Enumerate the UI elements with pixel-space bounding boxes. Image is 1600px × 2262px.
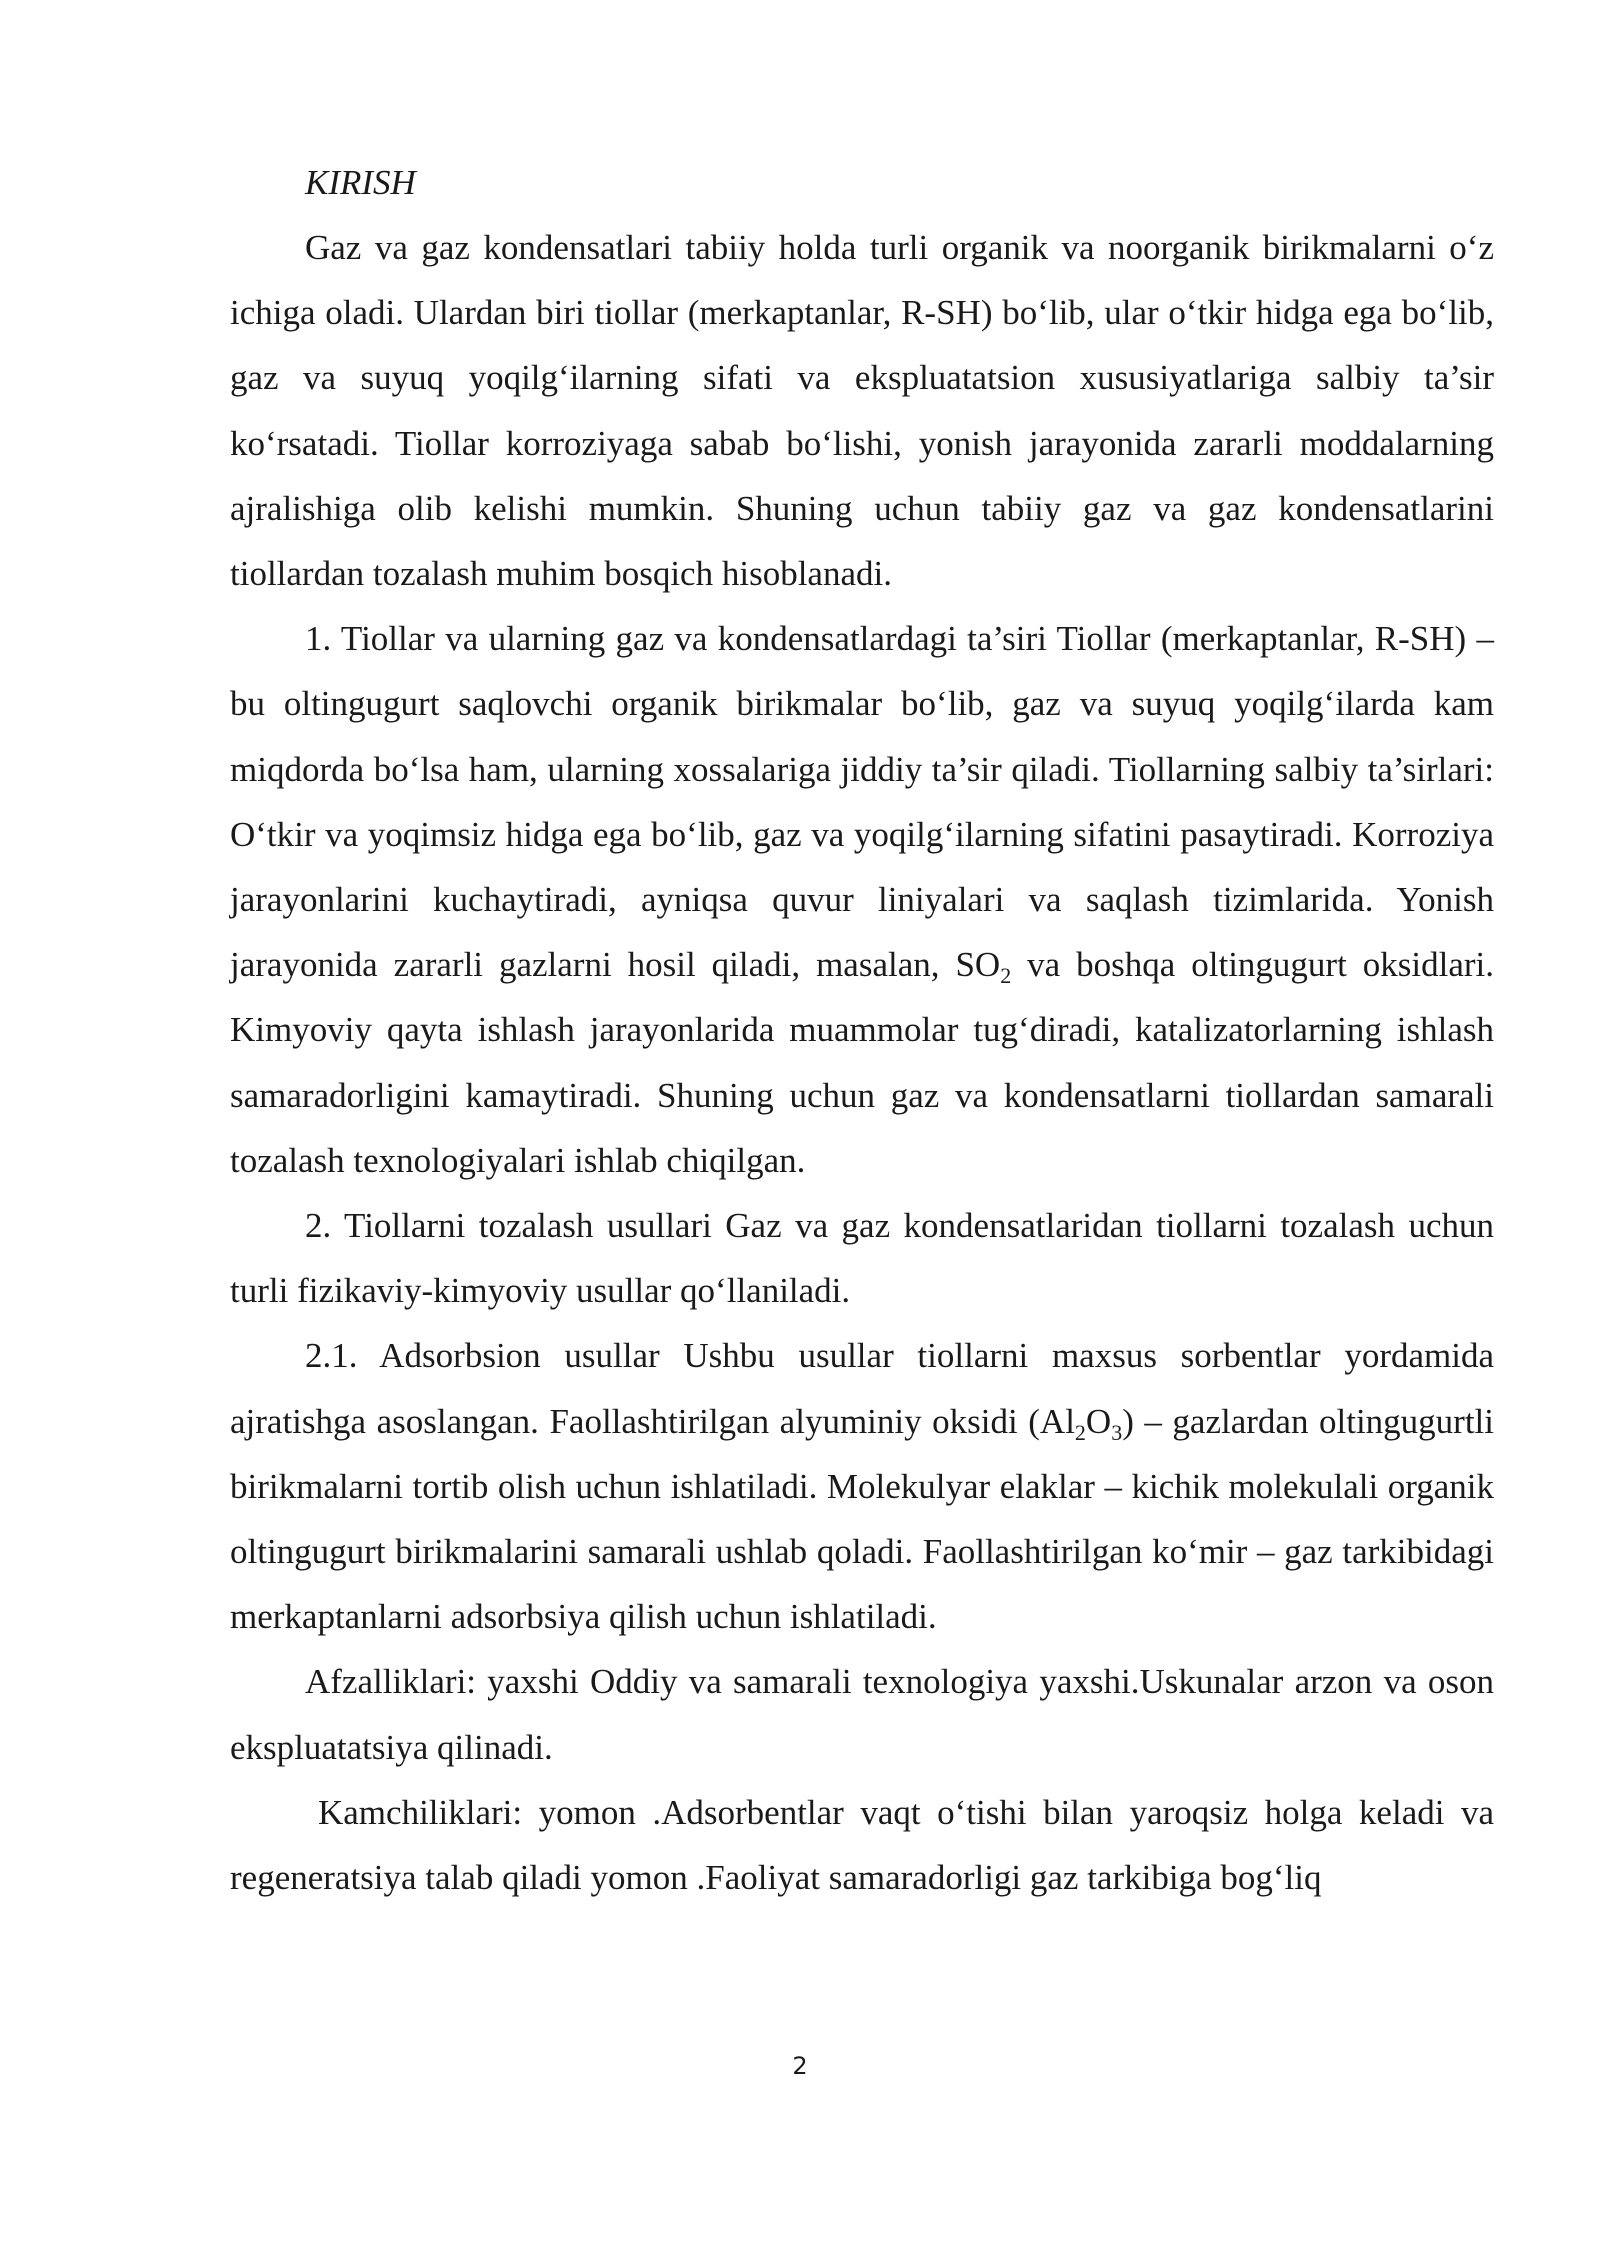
paragraph-text: ) – gazlardan oltingugurtli birikmalarni tortib olish uchun ishlatiladi. Molekulyar elaklar – kichik molekulali organik oltingugurt birikmalarini samarali ushlab qoladi. Faollashtirilgan ko‘mir – gaz tarkibidagi merkaptanlarni adsorbsiya qilish uchun ishlatiladi.	[230, 1401, 1494, 1637]
paragraph-intro: Gaz va gaz kondensatlari tabiiy holda turli organik va noorganik birikmalarni o‘z ichiga oladi. Ulardan biri tiollar (merkaptanlar, R-SH) bo‘lib, ular o‘tkir hidga ega bo‘lib, gaz va suyuq yoqilg‘ilarning sifati va ekspluatatsion xususiyatlariga salbiy ta’sir ko‘rsatadi. Tiollar korroziyaga sabab bo‘lishi, yonish jarayonida zararli moddalarning ajralishiga olib kelishi mumkin. Shuning uchun tabiiy gaz va gaz kondensatlarini tiollardan tozalash muhim bosqich hisoblanadi.	[230, 228, 1494, 594]
paragraph-tozalash-usullari: 2. Tiollarni tozalash usullari Gaz va gaz kondensatlaridan tiollarni tozalash uchun turli fizikaviy-kimyoviy usullar qo‘llaniladi.	[230, 1206, 1494, 1311]
paragraph-text: va boshqa oltingugurt oksidlari. Kimyoviy qayta ishlash jarayonlarida muammolar tug‘diradi, katalizatorlarning ishlash samaradorligini kamaytiradi. Shuning uchun gaz va kondensatlarni tiollardan samarali tozalash texnologiyalari ishlab chiqilgan.	[230, 945, 1494, 1180]
paragraph-kamchiliklari: Kamchiliklari: yomon .Adsorbentlar vaqt o‘tishi bilan yaroqsiz holga keladi va regeneratsiya talab qiladi yomon .Faoliyat samaradorligi gaz tarkibiga bog‘liq	[230, 1792, 1494, 1898]
section-heading: KIRISH	[305, 163, 416, 202]
document-page	[230, 150, 1494, 1910]
paragraph-adsorbsion-usullar	[230, 1323, 1494, 1649]
subscript: 2	[1074, 1419, 1086, 1445]
paragraph-text: 1. Tiollar va ularning gaz va kondensatlardagi ta’siri Tiollar (merkaptanlar, R-SH) – bu oltingugurt saqlovchi organik birikmalar bo‘lib, gaz va suyuq yoqilg‘ilarda kam miqdorda bo‘lsa ham, ularning xossalariga jiddiy ta’sir qiladi. Tiollarning salbiy ta’sirlari: O‘tkir va yoqimsiz hidga ega bo‘lib, gaz va yoqilg‘ilarning sifatini pasaytiradi. Korroziya jarayonlarini kuchaytiradi, ayniqsa quvur liniyalari va saqlash tizimlarida. Yonish jarayonida zararli gazlarni hosil qiladi, masalan, SO	[230, 619, 1494, 985]
paragraph-tiollar-tasiri	[230, 606, 1494, 1193]
paragraph-text: O	[1085, 1401, 1112, 1441]
subscript: 3	[1111, 1419, 1123, 1445]
subscript: 2	[1000, 963, 1012, 989]
paragraph-text: 2.1. Adsorbsion usullar Ushbu usullar tiollarni maxsus sorbentlar yordamida ajratishga asoslangan. Faollashtirilgan alyuminiy oksidi (Al	[230, 1336, 1494, 1441]
paragraph-afzalliklari: Afzalliklari: yaxshi Oddiy va samarali texnologiya yaxshi.Uskunalar arzon va oson ekspluatatsiya qilinadi.	[230, 1662, 1494, 1767]
page-number: 2	[792, 2052, 808, 2080]
